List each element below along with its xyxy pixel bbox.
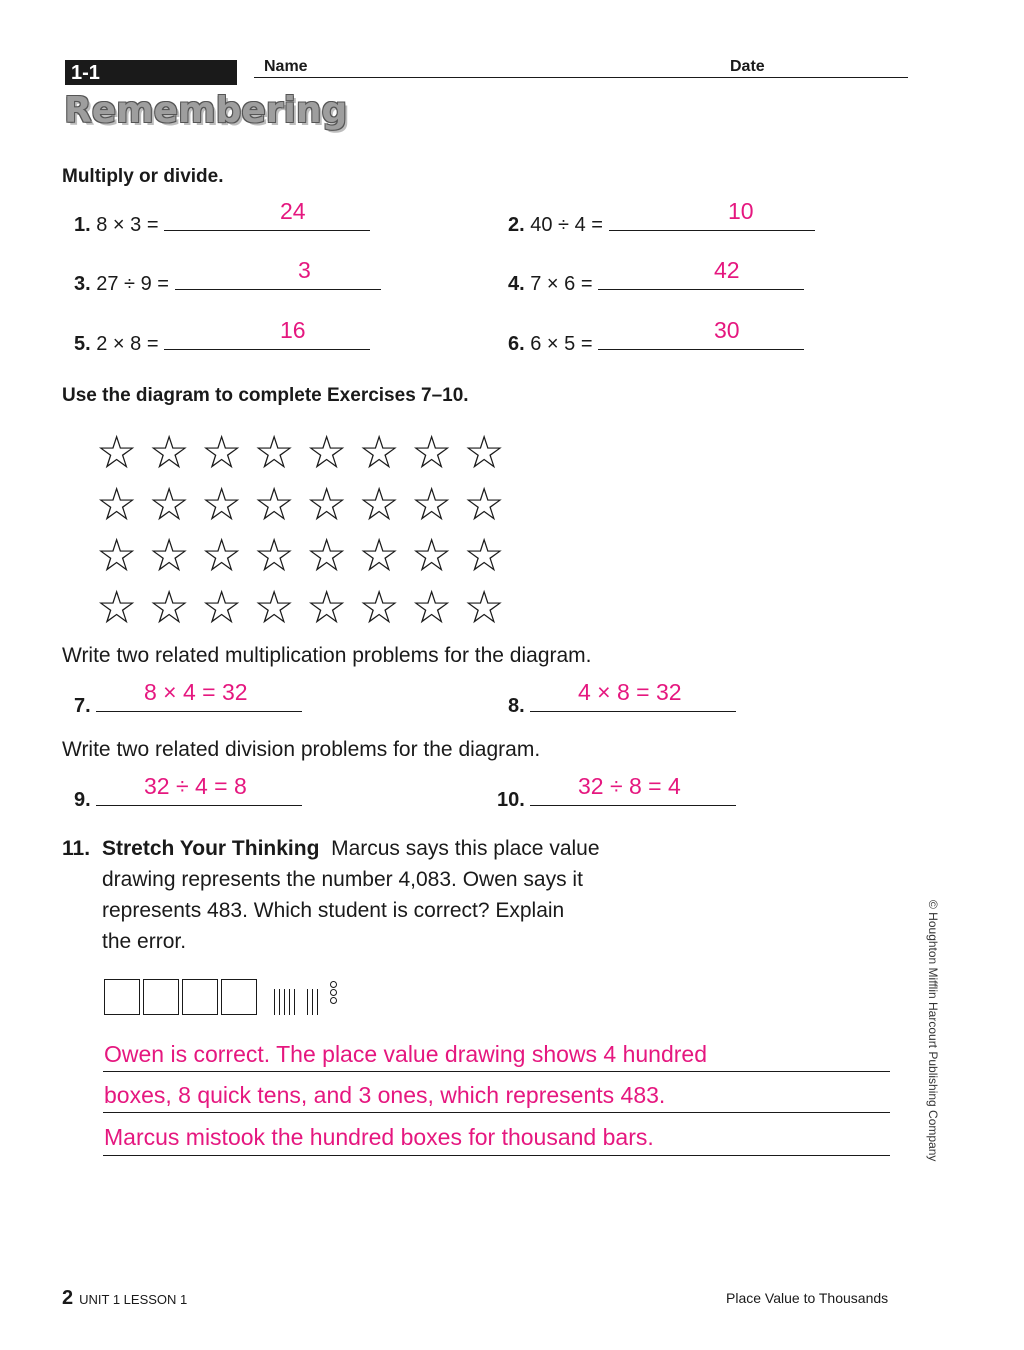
- hundred-boxes: [104, 1002, 260, 1019]
- answer-1: 24: [280, 198, 306, 224]
- answer-4: 42: [714, 257, 740, 283]
- star-outline-icon: ☆: [201, 580, 243, 633]
- one-circle: [330, 981, 337, 988]
- answer-line-2: boxes, 8 quick tens, and 3 ones, which represents 483.: [104, 1082, 666, 1108]
- star-outline-icon: ☆: [96, 529, 138, 581]
- problem-number: 4.: [508, 273, 525, 295]
- page-number: 2: [62, 1287, 74, 1309]
- problem-5: [74, 331, 370, 356]
- quick-tens: [274, 1002, 322, 1019]
- stretch-question: [62, 833, 600, 957]
- star-outline-icon: ☆: [253, 529, 295, 581]
- problem-number: 11.: [62, 837, 91, 860]
- date-label: Date: [730, 58, 765, 75]
- problem-text: 6 × 5 =: [530, 333, 593, 355]
- hundred-box: [182, 979, 218, 1015]
- problem-4: [508, 271, 804, 296]
- name-label: Name: [264, 58, 308, 75]
- star-outline-icon: ☆: [148, 529, 190, 581]
- star-outline-icon: ☆: [358, 426, 400, 478]
- problem-number: 10.: [497, 789, 525, 811]
- star-array-diagram: [96, 427, 516, 633]
- star-outline-icon: ☆: [96, 426, 138, 478]
- ten-stick: [294, 989, 295, 1015]
- remembering-banner: Remembering: [64, 90, 348, 131]
- star-outline-icon: ☆: [411, 580, 453, 633]
- answer-rule: [103, 1155, 890, 1156]
- star-row: [96, 530, 516, 582]
- star-outline-icon: ☆: [148, 477, 190, 530]
- star-outline-icon: ☆: [201, 477, 243, 530]
- problem-1: [74, 212, 370, 237]
- answer-blank[interactable]: [164, 212, 370, 231]
- one-circle: [330, 989, 337, 996]
- problem-number: 5.: [74, 333, 91, 355]
- star-outline-icon: ☆: [96, 477, 138, 530]
- name-date-line: [254, 77, 908, 78]
- footer-left: [62, 1287, 187, 1310]
- ten-stick: [307, 989, 308, 1015]
- diagram-instruction: Use the diagram to complete Exercises 7–10.: [62, 385, 469, 406]
- answer-blank[interactable]: [598, 331, 804, 350]
- answer-blank[interactable]: [175, 271, 381, 290]
- star-outline-icon: ☆: [253, 426, 295, 478]
- problem-number: 6.: [508, 333, 525, 355]
- ten-stick: [279, 989, 280, 1015]
- problem-text: 40 ÷ 4 =: [530, 214, 603, 236]
- star-outline-icon: ☆: [463, 580, 505, 633]
- answer-6: 30: [714, 317, 740, 343]
- answer-blank[interactable]: [598, 271, 804, 290]
- star-outline-icon: ☆: [463, 477, 505, 530]
- problem-text: 7 × 6 =: [530, 273, 593, 295]
- answer-rule: [103, 1112, 890, 1113]
- unit-lesson: UNIT 1 LESSON 1: [79, 1292, 188, 1307]
- lesson-tag: 1-1: [65, 60, 237, 85]
- place-value-drawing: [104, 979, 337, 1020]
- ten-stick: [284, 989, 285, 1015]
- answer-line-3: Marcus mistook the hundred boxes for thousand bars.: [104, 1124, 654, 1150]
- ones-circles: [330, 979, 337, 1004]
- problem-number: 7.: [74, 695, 91, 717]
- star-row: [96, 479, 516, 531]
- star-outline-icon: ☆: [306, 529, 348, 581]
- hundred-box: [221, 979, 257, 1015]
- ten-stick: [274, 989, 275, 1015]
- stretch-line: represents 483. Which student is correct? Explain: [102, 899, 565, 922]
- answer-rule: [103, 1071, 890, 1072]
- star-outline-icon: ☆: [463, 426, 505, 478]
- star-outline-icon: ☆: [148, 580, 190, 633]
- star-outline-icon: ☆: [306, 580, 348, 633]
- stretch-line: the error.: [102, 930, 187, 953]
- answer-8: 4 × 8 = 32: [578, 679, 682, 705]
- ten-stick: [289, 989, 290, 1015]
- star-outline-icon: ☆: [253, 477, 295, 530]
- star-outline-icon: ☆: [253, 580, 295, 633]
- star-outline-icon: ☆: [358, 477, 400, 530]
- star-outline-icon: ☆: [358, 529, 400, 581]
- copyright-notice: © Houghton Mifflin Harcourt Publishing Company: [926, 900, 940, 1162]
- answer-blank[interactable]: [609, 212, 815, 231]
- star-outline-icon: ☆: [358, 580, 400, 633]
- star-outline-icon: ☆: [411, 426, 453, 478]
- problem-number: 9.: [74, 789, 91, 811]
- stretch-title: Stretch Your Thinking: [102, 837, 320, 860]
- problem-3: [74, 271, 381, 296]
- star-outline-icon: ☆: [201, 529, 243, 581]
- answer-2: 10: [728, 198, 754, 224]
- answer-5: 16: [280, 317, 306, 343]
- star-outline-icon: ☆: [306, 426, 348, 478]
- problem-number: 2.: [508, 214, 525, 236]
- problem-text: 27 ÷ 9 =: [96, 273, 169, 295]
- hundred-box: [104, 979, 140, 1015]
- star-outline-icon: ☆: [148, 426, 190, 478]
- star-row: [96, 427, 516, 479]
- answer-blank[interactable]: [164, 331, 370, 350]
- stretch-line: drawing represents the number 4,083. Owen says it: [102, 868, 583, 891]
- star-outline-icon: ☆: [411, 477, 453, 530]
- problem-number: 3.: [74, 273, 91, 295]
- problem-text: 8 × 3 =: [96, 214, 159, 236]
- one-circle: [330, 997, 337, 1004]
- footer-topic: Place Value to Thousands: [726, 1290, 889, 1306]
- multiplication-prompt: Write two related multiplication problems for the diagram.: [62, 644, 592, 667]
- division-prompt: Write two related division problems for the diagram.: [62, 738, 541, 761]
- problem-number: 1.: [74, 214, 91, 236]
- star-outline-icon: ☆: [96, 580, 138, 633]
- problem-number: 8.: [508, 695, 525, 717]
- multiply-divide-instruction: Multiply or divide.: [62, 166, 224, 187]
- hundred-box: [143, 979, 179, 1015]
- problem-6: [508, 331, 804, 356]
- answer-7: 8 × 4 = 32: [144, 679, 248, 705]
- star-outline-icon: ☆: [306, 477, 348, 530]
- ten-stick: [312, 989, 313, 1015]
- problem-text: 2 × 8 =: [96, 333, 159, 355]
- star-outline-icon: ☆: [463, 529, 505, 581]
- ten-stick: [317, 989, 318, 1015]
- answer-10: 32 ÷ 8 = 4: [578, 773, 681, 799]
- star-row: [96, 582, 516, 634]
- answer-line-1: Owen is correct. The place value drawing shows 4 hundred: [104, 1041, 708, 1067]
- answer-3: 3: [298, 257, 311, 283]
- star-outline-icon: ☆: [201, 426, 243, 478]
- problem-2: [508, 212, 815, 237]
- stretch-line: Marcus says this place value: [331, 837, 600, 860]
- star-outline-icon: ☆: [411, 529, 453, 581]
- answer-9: 32 ÷ 4 = 8: [144, 773, 247, 799]
